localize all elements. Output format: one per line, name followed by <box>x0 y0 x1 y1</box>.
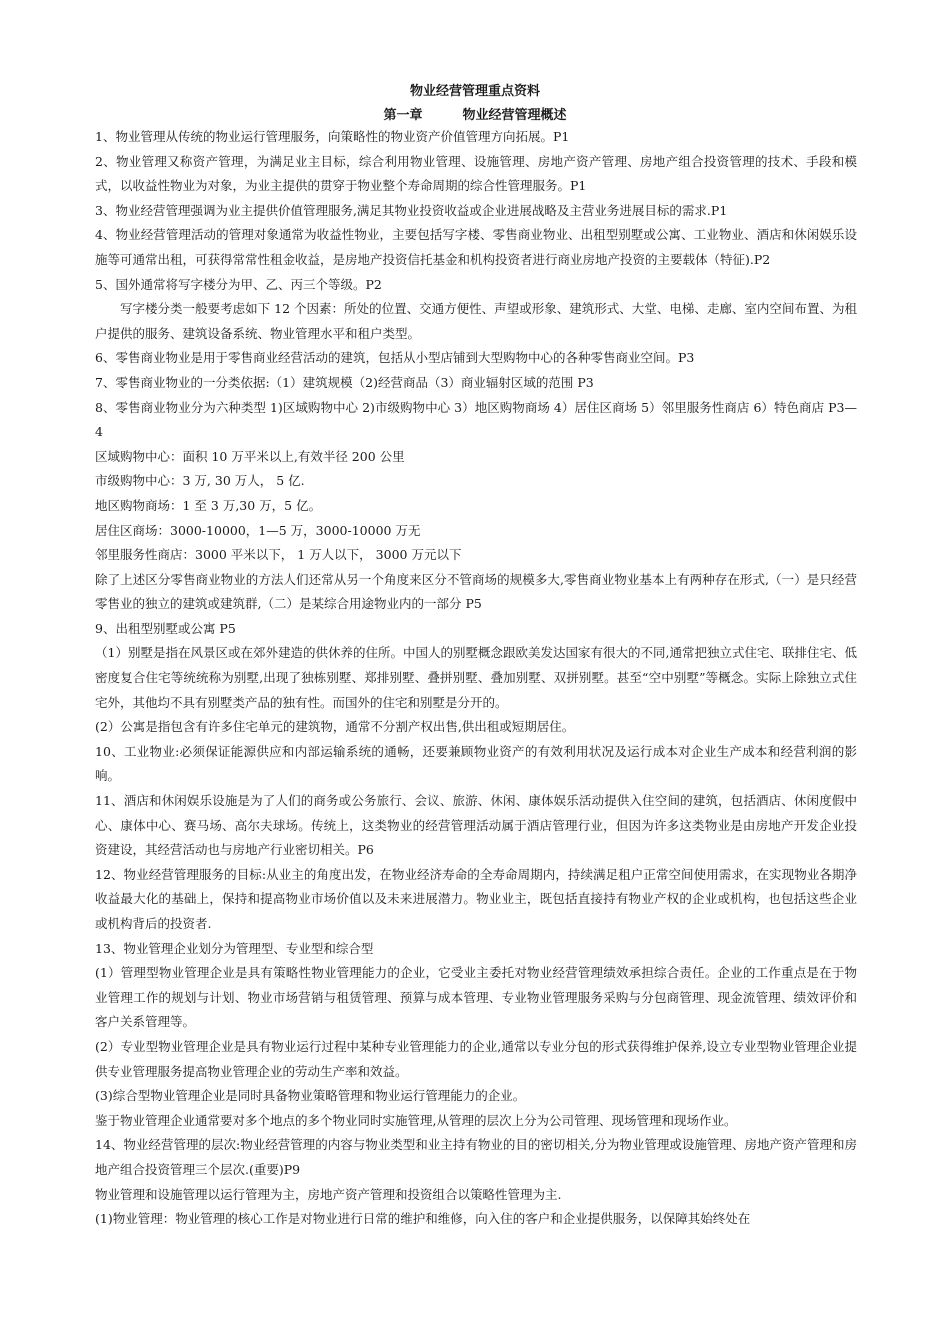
paragraph: (1）管理型物业管理企业是具有策略性物业管理能力的企业，它受业主委托对物业经营管理绩效承担综合责任。企业的工作重点是在于物业管理工作的规划与计划、物业市场营销与租赁管理、预算与成本管理、专业物业管理服务采购与分包商管理、现金流管理、绩效评价和客户关系管理等。 <box>95 965 857 1030</box>
paragraph: 5、国外通常将写字楼分为甲、乙、丙三个等级。P2 <box>95 276 382 292</box>
paragraph: (1)物业管理：物业管理的核心工作是对物业进行日常的维护和维修，向入住的客户和企业提供服务，以保障其始终处在 <box>95 1211 751 1227</box>
paragraph: 地区购物商场：1 至 3 万,30 万，5 亿。 <box>95 497 322 513</box>
paragraph: 2、物业管理又称资产管理，为满足业主目标，综合利用物业管理、设施管理、房地产资产管理、房地产组合投资管理的技术、手段和模式，以收益性物业为对象，为业主提供的贯穿于物业整个寿命周期的综合性管理服务。P1 <box>95 153 857 194</box>
paragraph: 8、零售商业物业分为六种类型 1)区域购物中心 2)市级购物中心 3）地区购物商场 4）居住区商场 5）邻里服务性商店 6）特色商店 P3—4 <box>95 399 857 440</box>
paragraph: 写字楼分类一般要考虑如下 12 个因素：所处的位置、交通方便性、声望或形象、建筑形式、大堂、电梯、走廊、室内空间布置、为租户提供的服务、建筑设备系统、物业管理水平和租户类型。 <box>95 301 857 341</box>
paragraph: 物业管理和设施管理以运行管理为主，房地产资产管理和投资组合以策略性管理为主. <box>95 1186 562 1202</box>
paragraph: 居住区商场：3000-10000，1—5 万，3000-10000 万无 <box>95 522 421 538</box>
paragraph: 10、工业物业:必须保证能源供应和内部运输系统的通畅，还要兼顾物业资产的有效利用状况及运行成本对企业生产成本和经营利润的影响。 <box>95 743 857 784</box>
paragraph: 邻里服务性商店：3000 平米以下， 1 万人以下， 3000 万元以下 <box>95 547 462 563</box>
paragraph: 6、零售商业物业是用于零售商业经营活动的建筑，包括从小型店铺到大型购物中心的各种零售商业空间。P3 <box>95 350 695 366</box>
paragraph: 市级购物中心：3 万, 30 万人， 5 亿. <box>95 473 305 489</box>
chapter-label: 第一章 <box>383 108 423 123</box>
paragraph: 4、物业经营管理活动的管理对象通常为收益性物业，主要包括写字楼、零售商业物业、出租型别墅或公寓、工业物业、酒店和休闲娱乐设施等可通常出租，可获得常常性租金收益，是房地产投资信托基金和机构投资者进行商业房地产投资的主要载体（特征).P2 <box>95 227 857 267</box>
paragraph: 14、物业经营管理的层次:物业经营管理的内容与物业类型和业主持有物业的目的密切相关,分为物业管理或设施管理、房地产资产管理和房地产组合投资管理三个层次.(重要)P9 <box>95 1137 857 1177</box>
document-body <box>95 125 857 1232</box>
paragraph: (2）专业型物业管理企业是具有物业运行过程中某种专业管理能力的企业,通常以专业分包的形式获得维护保养,设立专业型物业管理企业提供专业管理服务提高物业管理企业的劳动生产率和效益。 <box>95 1038 857 1079</box>
paragraph: (2）公寓是指包含有许多住宅单元的建筑物，通常不分割产权出售,供出租或短期居住。 <box>95 719 575 735</box>
paragraph: 12、物业经营管理服务的目标:从业主的角度出发，在物业经济寿命的全寿命周期内，持续满足租户正常空间使用需求，在实现物业各期净收益最大化的基础上，保持和提高物业市场价值以及未来进展潜力。物业业主，既包括直接持有物业产权的企业或机构，也包括这些企业或机构背后的投资者. <box>95 866 857 931</box>
paragraph: 鉴于物业管理企业通常要对多个地点的多个物业同时实施管理,从管理的层次上分为公司管理、现场管理和现场作业。 <box>95 1112 737 1128</box>
paragraph: 区域购物中心：面积 10 万平米以上,有效半径 200 公里 <box>95 448 405 464</box>
paragraph: 13、物业管理企业划分为管理型、专业型和综合型 <box>95 940 374 956</box>
chapter-heading <box>0 104 950 123</box>
document-title: 物业经营管理重点资料 <box>409 84 540 99</box>
paragraph: 9、出租型别墅或公寓 P5 <box>95 620 236 636</box>
chapter-name: 物业经营管理概述 <box>462 108 567 123</box>
paragraph: 3、物业经营管理强调为业主提供价值管理服务,满足其物业投资收益或企业进展战略及主营业务进展目标的需求.P1 <box>95 202 728 218</box>
paragraph: (3)综合型物业管理企业是同时具备物业策略管理和物业运行管理能力的企业。 <box>95 1088 526 1104</box>
paragraph: 7、零售商业物业的一分类依据:（1）建筑规模（2)经营商品（3）商业辐射区域的范围 P3 <box>95 374 594 390</box>
paragraph: 11、酒店和休闲娱乐设施是为了人们的商务或公务旅行、会议、旅游、休闲、康体娱乐活动提供入住空间的建筑，包括酒店、休闲度假中心、康体中心、赛马场、高尔夫球场。传统上，这类物业的经营管理活动属于酒店管理行业，但因为许多这类物业是由房地产开发企业投资建设，其经营活动也与房地产行业密切相关。P6 <box>95 793 857 858</box>
paragraph: 1、物业管理从传统的物业运行管理服务，向策略性的物业资产价值管理方向拓展。P1 <box>95 129 570 144</box>
paragraph: 除了上述区分零售商业物业的方法人们还常从另一个角度来区分不管商场的规模多大,零售商业物业基本上有两种存在形式,（一）是只经营零售业的独立的建筑或建筑群,（二）是某综合用途物业内的一部分 P5 <box>95 571 857 612</box>
paragraph: （1）别墅是指在风景区或在郊外建造的供休养的住所。中国人的别墅概念跟欧美发达国家有很大的不同,通常把独立式住宅、联排住宅、低密度复合住宅等统统称为别墅,出现了独栋别墅、郑排别墅、叠拼别墅、叠加别墅、双拼别墅。甚至“空中别墅”等概念。实际上除独立式住宅外，其他均不具有别墅类产品的独有性。而国外的住宅和别墅是分开的。 <box>95 645 857 710</box>
